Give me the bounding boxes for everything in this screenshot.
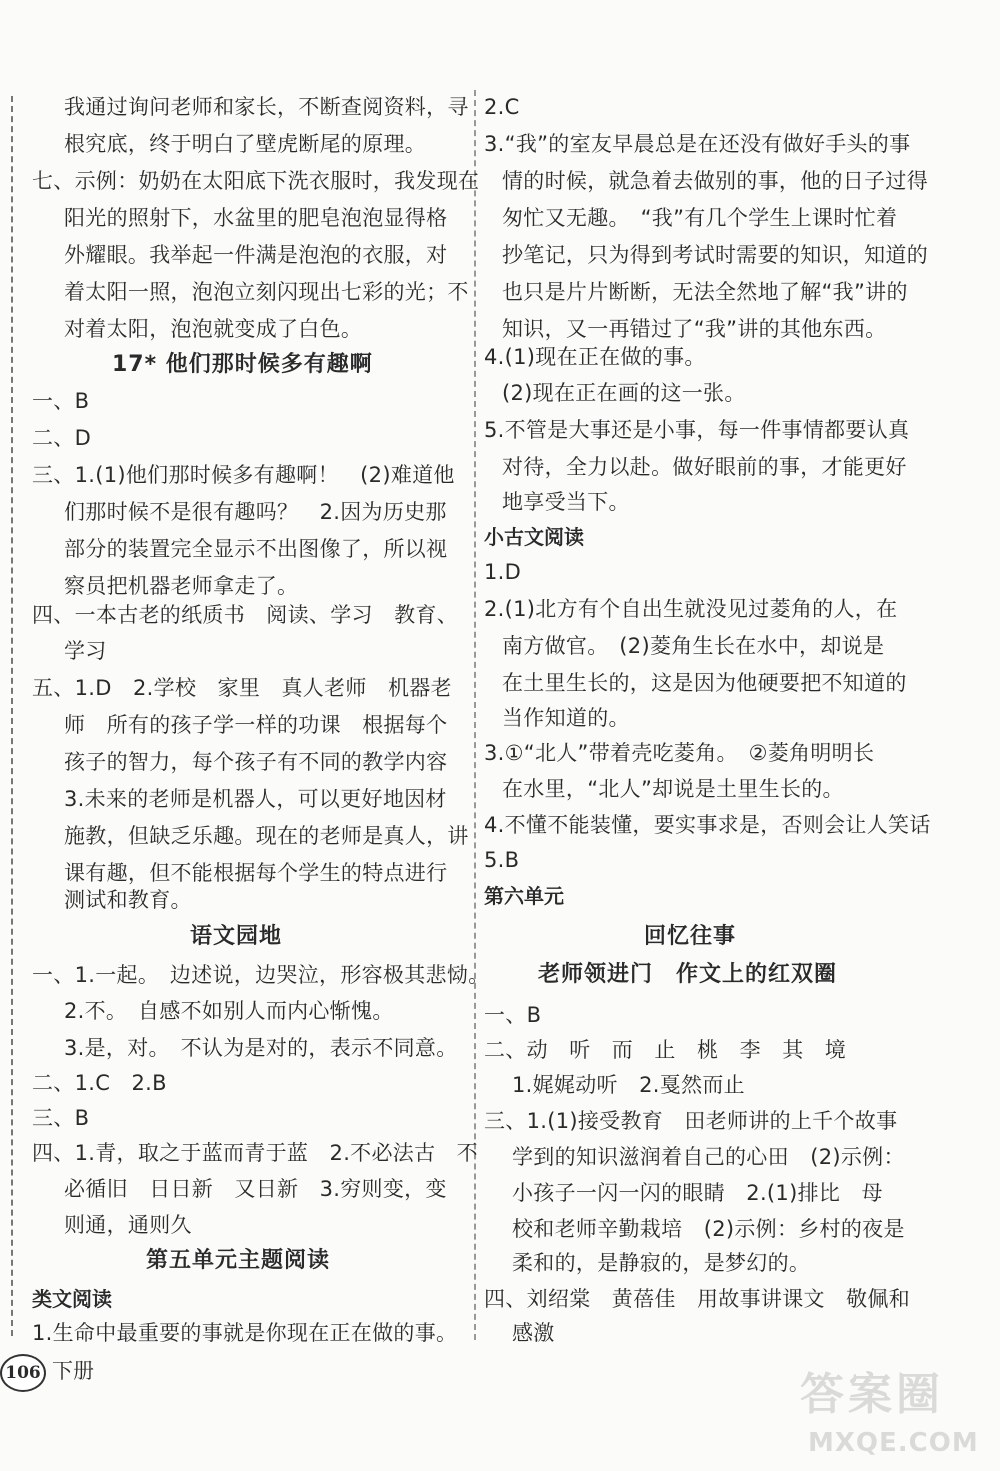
text-line: 一、1.一起。 边述说，边哭泣，形容极其悲恸。 bbox=[32, 963, 490, 987]
text-line: 一、B bbox=[484, 1003, 542, 1027]
text-line: 南方做官。 (2)菱角生长在水中，却说是 bbox=[502, 634, 885, 658]
text-line: 4.不懂不能装懂，要实事求是，否则会让人笑话 bbox=[484, 813, 931, 837]
section-heading-yuwen-yuandi: 语文园地 bbox=[190, 924, 283, 949]
text-line: 也只是片片断断，无法全然地了解“我”讲的 bbox=[502, 280, 908, 304]
text-line: 四、1.青，取之于蓝而青于蓝 2.不必法古 不 bbox=[32, 1141, 478, 1165]
text-line: 三、B bbox=[32, 1106, 90, 1130]
text-line: 测试和教育。 bbox=[64, 888, 192, 912]
text-line: 一、B bbox=[32, 389, 90, 413]
text-line: 当作知道的。 bbox=[502, 706, 630, 730]
volume-label: 下册 bbox=[52, 1359, 94, 1383]
text-line: 对待，全力以赴。做好眼前的事，才能更好 bbox=[502, 455, 907, 479]
text-line: 小孩子一闪一闪的眼睛 2.(1)排比 母 bbox=[512, 1181, 883, 1205]
text-line: 1.D bbox=[484, 560, 522, 584]
text-line: 5.不管是大事还是小事，每一件事情都要认真 bbox=[484, 418, 910, 442]
text-line: 二、1.C 2.B bbox=[32, 1071, 167, 1095]
text-line: 二、动 听 而 止 桃 李 其 境 bbox=[484, 1038, 847, 1062]
section-heading-huiyi: 回忆往事 bbox=[644, 924, 737, 949]
text-line: 察员把机器老师拿走了。 bbox=[64, 574, 299, 598]
left-margin-rule bbox=[11, 96, 13, 1336]
text-line: 必循旧 日日新 又日新 3.穷则变，变 bbox=[64, 1177, 447, 1201]
text-line: 3.未来的老师是机器人，可以更好地因材 bbox=[64, 787, 447, 811]
text-line: 地享受当下。 bbox=[502, 490, 630, 514]
text-line: 我通过询问老师和家长，不断查阅资料，寻 bbox=[64, 95, 469, 119]
text-line: 二、D bbox=[32, 426, 92, 450]
unit-label-unit6: 第六单元 bbox=[484, 884, 564, 908]
text-line: 们那时候不是很有趣吗？ 2.因为历史那 bbox=[64, 500, 447, 524]
text-line: 课有趣，但不能根据每个学生的特点进行 bbox=[64, 861, 448, 885]
text-line: 知识，又一再错过了“我”讲的其他东西。 bbox=[502, 317, 887, 341]
subsection-label-leiwen: 类文阅读 bbox=[32, 1287, 112, 1311]
text-line: 匆忙又无趣。 “我”有几个学生上课时忙着 bbox=[502, 206, 898, 230]
text-line: 外耀眼。我举起一件满是泡泡的衣服，对 bbox=[64, 243, 448, 267]
text-line: 在水里，“北人”却说是土里生长的。 bbox=[502, 777, 844, 801]
text-line: 柔和的，是静寂的，是梦幻的。 bbox=[512, 1251, 811, 1275]
watermark bbox=[790, 1358, 990, 1470]
text-line: 师 所有的孩子学一样的功课 根据每个 bbox=[64, 713, 448, 737]
watermark-url: MXQE.COM bbox=[808, 1428, 979, 1458]
text-line: 学习 bbox=[64, 639, 107, 663]
watermark-logo: 答案圈 bbox=[800, 1369, 944, 1420]
text-line: 阳光的照射下，水盆里的肥皂泡泡显得格 bbox=[64, 206, 448, 230]
text-line: 情的时候，就急着去做别的事，他的日子过得 bbox=[502, 169, 928, 193]
text-line: 2.不。 自感不如别人而内心惭愧。 bbox=[64, 999, 394, 1023]
text-line: 四、刘绍棠 黄蓓佳 用故事讲课文 敬佩和 bbox=[484, 1287, 910, 1311]
text-line: 三、1.(1)他们那时候多有趣啊！ (2)难道他 bbox=[32, 463, 455, 487]
text-line: (2)现在正在画的这一张。 bbox=[502, 381, 746, 405]
text-line: 五、1.D 2.学校 家里 真人老师 机器老 bbox=[32, 676, 452, 700]
section-heading-17: 17* 他们那时候多有趣啊 bbox=[112, 352, 373, 377]
text-line: 抄笔记，只为得到考试时需要的知识，知道的 bbox=[502, 243, 928, 267]
text-line: 1.生命中最重要的事就是你现在正在做的事。 bbox=[32, 1321, 458, 1345]
section-heading-unit5-reading: 第五单元主题阅读 bbox=[146, 1248, 331, 1273]
text-line: 1.娓娓动听 2.戛然而止 bbox=[512, 1073, 745, 1097]
text-line: 着太阳一照，泡泡立刻闪现出七彩的光；不 bbox=[64, 280, 469, 304]
text-line: 2.(1)北方有个自出生就没见过菱角的人，在 bbox=[484, 597, 898, 621]
text-line: 在土里生长的，这是因为他硬要把不知道的 bbox=[502, 671, 907, 695]
text-line: 施教，但缺乏乐趣。现在的老师是真人，讲 bbox=[64, 824, 469, 848]
section-heading-laoshi: 老师领进门 作文上的红双圈 bbox=[538, 962, 838, 987]
page-number-badge: 106 bbox=[0, 1354, 46, 1392]
text-line: 5.B bbox=[484, 848, 520, 872]
text-line: 对着太阳，泡泡就变成了白色。 bbox=[64, 317, 363, 341]
text-line: 根究底，终于明白了壁虎断尾的原理。 bbox=[64, 132, 427, 156]
text-line: 感激 bbox=[512, 1321, 555, 1345]
text-line: 学到的知识滋润着自己的心田 (2)示例： bbox=[512, 1145, 905, 1169]
subsection-label-xiaoguwen: 小古文阅读 bbox=[484, 525, 584, 549]
text-line: 七、示例：奶奶在太阳底下洗衣服时，我发现在 bbox=[32, 169, 480, 193]
text-line: 四、一本古老的纸质书 阅读、学习 教育、 bbox=[32, 603, 458, 627]
text-line: 则通，通则久 bbox=[64, 1213, 192, 1237]
text-line: 2.C bbox=[484, 95, 520, 119]
text-line: 3.①“北人”带着壳吃菱角。 ②菱角明明长 bbox=[484, 741, 875, 765]
text-line: 4.(1)现在正在做的事。 bbox=[484, 345, 706, 369]
text-line: 3.是，对。 不认为是对的，表示不同意。 bbox=[64, 1036, 458, 1060]
text-line: 三、1.(1)接受教育 田老师讲的上千个故事 bbox=[484, 1109, 898, 1133]
text-line: 孩子的智力，每个孩子有不同的教学内容 bbox=[64, 750, 448, 774]
text-line: 校和老师辛勤栽培 (2)示例：乡村的夜是 bbox=[512, 1217, 905, 1241]
text-line: 3.“我”的室友早晨总是在还没有做好手头的事 bbox=[484, 132, 911, 156]
text-line: 部分的装置完全显示不出图像了，所以视 bbox=[64, 537, 448, 561]
